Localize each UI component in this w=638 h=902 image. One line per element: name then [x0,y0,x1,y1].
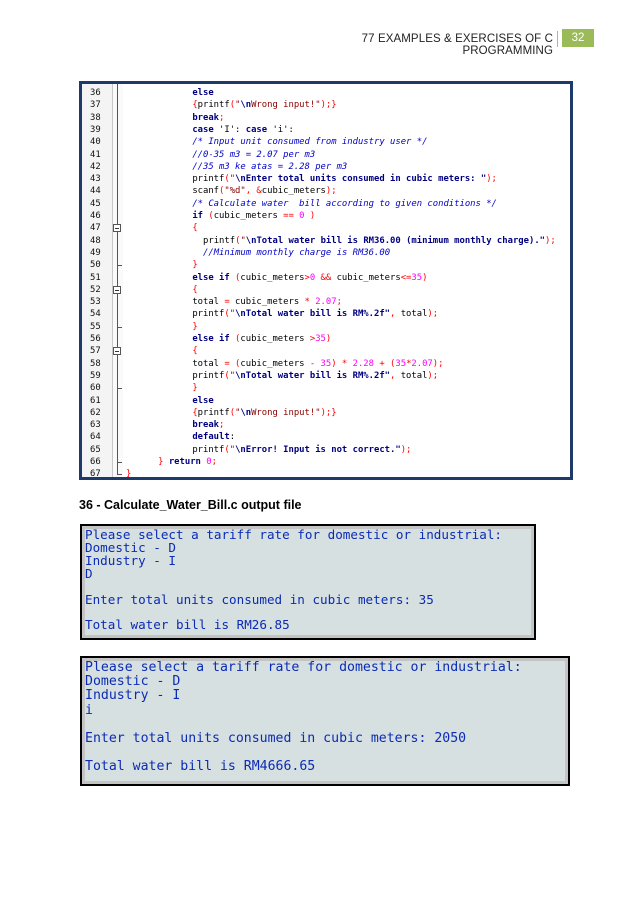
code-token: 0 [309,272,316,283]
code-token: printf [197,100,230,111]
code-token: total [192,358,225,369]
line-number: 53 [90,297,101,308]
code-token: ( [224,444,230,455]
code-token: ); [427,370,439,381]
console-output-2 [80,656,570,786]
figure-caption: 36 - Calculate_Water_Bill.c output file [79,498,302,512]
line-number: 49 [90,247,101,258]
code-token: ; [336,297,342,308]
code-token: 2.28 [352,358,374,369]
line-number: 51 [90,272,101,283]
code-token: = [224,297,230,308]
code-text [192,419,224,431]
code-token: else if [192,334,230,344]
line-number: 61 [90,395,101,406]
code-token: ) * [331,358,353,369]
code-token: 0 [200,457,212,467]
code-token: ( [229,334,241,344]
code-token: = [224,358,230,369]
code-line [82,198,570,210]
code-token: //Minimum monthly charge is RM36.00 [203,247,391,258]
code-text [192,382,197,394]
code-token: * [406,358,412,369]
code-token: , [390,370,401,381]
line-number: 48 [90,235,101,246]
line-number: 47 [90,223,101,234]
code-token: total [192,297,225,308]
line-number: 59 [90,370,101,381]
code-line [82,173,570,185]
code-text [192,259,197,271]
code-token: { [192,223,198,234]
code-line [82,407,570,419]
code-text [192,136,427,148]
code-token: total [400,370,428,381]
code-token: { [192,284,198,295]
line-number: 60 [90,383,101,394]
code-line [82,272,570,284]
console-line: Please select a tariff rate for domestic or industrial: [85,529,503,542]
code-token: ); [427,309,439,320]
code-token: " [229,309,236,320]
console-line: D [85,565,93,581]
line-number: 44 [90,186,101,197]
code-line [82,395,570,407]
code-token: ); [432,358,444,369]
code-text [192,333,331,345]
code-token: );} [320,100,337,111]
code-line [82,456,570,468]
line-number: 36 [90,88,101,98]
line-number: 45 [90,198,101,209]
code-token: ( [203,211,214,221]
code-text [192,345,197,357]
code-token: ); [325,186,337,197]
line-number: 50 [90,260,101,271]
code-token: scanf [192,186,220,197]
code-token: ( [224,309,230,320]
code-token: "%d" [224,186,246,197]
code-token: ) [309,211,316,221]
code-token: 35 [395,358,407,369]
console-line: Please select a tariff rate for domestic or industrial: [85,661,522,675]
code-token: 35 [315,334,326,344]
code-text [203,247,390,259]
code-line [82,222,570,234]
code-token: cubic_meters [240,334,310,344]
code-token: ) [422,272,428,283]
code-token: > [309,334,316,344]
code-text [192,321,197,333]
console-output-1 [80,524,536,640]
code-line [82,112,570,124]
code-line [82,284,570,296]
code-token: 'i': [267,124,294,135]
code-token: ( [229,272,241,283]
code-token: - [309,358,316,369]
code-token: } [158,457,169,467]
code-token: , [390,309,401,320]
code-text [192,173,497,185]
line-number: 39 [90,124,101,135]
line-number: 67 [90,469,101,477]
code-token: \nEnter total units consumed in cubic meters: " [235,174,487,185]
code-token: total [400,309,428,320]
code-token: if [192,211,203,221]
code-token: 0 [293,211,310,221]
code-token: cubic_meters [213,211,284,221]
code-text [192,124,294,136]
line-number: 63 [90,420,101,431]
code-token: /* Input unit consumed from industry user */ [192,137,428,148]
console-line: Domestic - D [85,539,176,555]
code-token: " [235,100,241,111]
code-text [126,468,131,477]
code-token: printf [203,235,236,246]
console-line: Total water bill is RM4666.65 [85,759,316,775]
code-text [192,370,438,382]
code-text [192,87,213,99]
code-token: ); [486,174,497,185]
code-token: && [315,272,337,283]
code-token: 'I': [213,124,246,135]
console-screen [85,661,565,781]
code-text [192,99,336,111]
code-token: ) [325,334,332,344]
code-token: <= [400,272,412,283]
code-text [192,444,411,456]
code-token: default [192,432,230,443]
code-token: case [192,124,214,135]
code-line [82,333,570,345]
code-line [82,161,570,173]
code-token: \nError! Input is not correct." [235,444,401,455]
code-line [82,99,570,111]
code-line [82,358,570,370]
line-number: 65 [90,444,101,455]
code-line [82,247,570,259]
page-number: 32 [562,29,594,47]
code-token: ); [400,444,412,455]
line-number: 57 [90,346,101,357]
line-number: 43 [90,174,101,185]
code-text [192,112,224,124]
code-token: else if [192,272,230,283]
console-line: i [85,702,93,718]
console-line: Domestic - D [85,674,181,690]
code-token: else [192,88,214,98]
console-line: Total water bill is RM26.85 [85,617,290,633]
code-token: ( [219,186,225,197]
code-line [82,370,570,382]
code-text [192,210,315,222]
code-line [82,235,570,247]
code-text [192,395,213,407]
line-number: 40 [90,137,101,148]
code-token: 35 [411,272,423,283]
code-token: \nTotal water bill is RM36.00 (minimum monthly charge)." [245,235,546,246]
code-token: } [192,383,198,394]
line-number: 62 [90,407,101,418]
console-line: Enter total units consumed in cubic meters: 35 [85,591,434,607]
header-divider [557,31,558,47]
code-text [192,308,438,320]
code-token: ( [235,235,241,246]
code-line [82,468,570,477]
code-token: break [192,420,220,431]
code-line [82,321,570,333]
code-token: } [192,321,198,332]
code-token: ; [219,112,225,123]
code-token: " [229,444,236,455]
code-token: ( [229,407,236,418]
code-text [192,284,197,296]
code-text [158,456,217,468]
code-token: + ( [374,358,396,369]
code-token: 2.07 [309,297,337,308]
code-token: cubic_meters [229,297,305,308]
code-line [82,444,570,456]
code-line [82,296,570,308]
line-number: 38 [90,112,101,123]
code-token: return [168,457,201,467]
line-number: 54 [90,309,101,320]
code-token: //0-35 m3 = 2.07 per m3 [192,149,316,160]
code-text [192,185,336,197]
code-token: \n [240,100,252,111]
code-line [82,87,570,99]
code-text [192,407,336,419]
code-line [82,419,570,431]
code-token: > [304,272,310,283]
code-token: " [229,370,236,381]
code-text [192,161,347,173]
code-line [82,382,570,394]
code-token: ( [224,370,230,381]
line-number: 66 [90,457,101,467]
code-token: else [192,395,214,406]
code-line [82,149,570,161]
code-line [82,308,570,320]
code-line [82,345,570,357]
code-token: { [192,100,198,111]
code-text [192,222,197,234]
code-token: break [192,112,220,123]
code-token: == [283,211,294,221]
code-screenshot [79,81,573,480]
code-token: );} [320,407,337,418]
code-token: /* Calculate water bill according to given conditions */ [192,198,497,209]
code-token: cubic_meters [261,186,326,197]
code-token: Wrong input!" [251,407,321,418]
code-text [192,358,443,370]
book-title: 77 EXAMPLES & EXERCISES OF C PROGRAMMING [361,33,553,57]
line-number: 41 [90,149,101,160]
code-token: , & [245,186,262,197]
code-token: printf [192,444,225,455]
code-token: \nTotal water bill is RM%.2f" [235,309,391,320]
code-text [192,296,342,308]
code-line [82,185,570,197]
code-line [82,210,570,222]
line-number: 42 [90,161,101,172]
code-token: ( [224,174,230,185]
code-text [192,431,235,443]
line-number: 52 [90,284,101,295]
code-token: printf [192,370,225,381]
console-line: Industry - I [85,688,181,704]
code-token: case [245,124,268,135]
code-token: cubic_meters [240,272,305,283]
line-number: 46 [90,211,101,221]
code-line [82,259,570,271]
code-token: \n [240,407,252,418]
line-number: 64 [90,432,101,443]
code-token: " [240,235,246,246]
code-token: printf [192,174,225,185]
code-token: printf [197,407,230,418]
console-line: Enter total units consumed in cubic meters: 2050 [85,731,467,746]
code-token: cubic_meters [336,272,401,283]
line-number: 56 [90,334,101,344]
code-editor [82,84,570,477]
code-line [82,431,570,443]
line-number: 58 [90,358,101,369]
code-token: Wrong input!" [251,100,321,111]
code-token: \nTotal water bill is RM%.2f" [235,370,391,381]
code-token: 2.07 [411,358,433,369]
code-token: { [192,346,198,357]
code-token: 35 [315,358,332,369]
code-token: printf [192,309,225,320]
code-token: ; [219,420,225,431]
code-text [192,198,497,210]
code-text [192,149,315,161]
console-line: Industry - I [85,552,176,568]
code-token: " [235,407,241,418]
code-token: * [304,297,310,308]
code-token: } [126,469,132,477]
code-token: ); [545,235,556,246]
code-token: ( [229,358,241,369]
code-text [203,235,556,247]
code-token: ; [211,457,217,467]
line-number: 55 [90,321,101,332]
code-token: " [229,174,236,185]
code-line [82,136,570,148]
code-token: ( [229,100,236,111]
code-token: cubic_meters [240,358,310,369]
code-text [192,272,427,284]
code-token: : [229,432,236,443]
code-line [82,124,570,136]
code-token: { [192,407,198,418]
line-number: 37 [90,100,101,111]
console-screen [85,529,531,635]
code-token: } [192,260,198,271]
code-token: //35 m3 ke atas = 2.28 per m3 [192,161,348,172]
